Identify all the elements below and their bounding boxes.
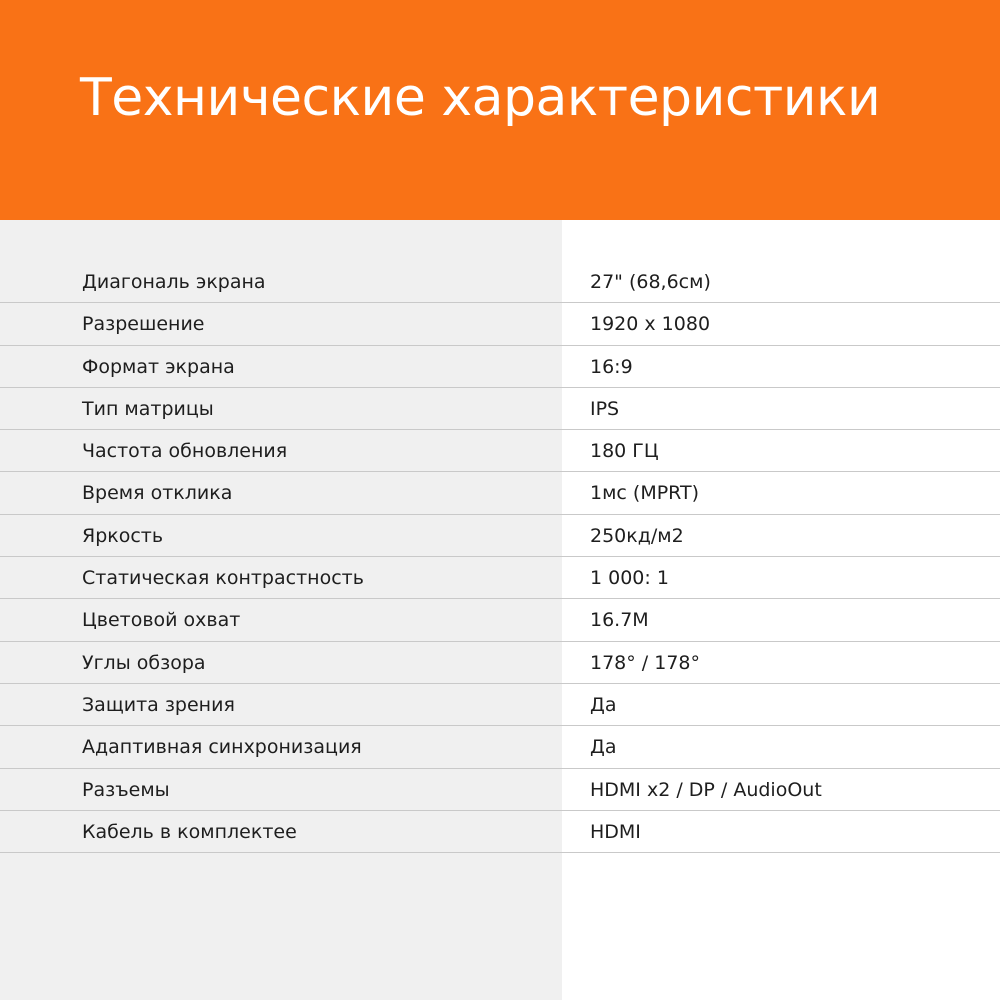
spec-value: 1920 x 1080 (590, 313, 711, 336)
spec-value: 178° / 178° (590, 651, 701, 674)
spec-row-adaptive-sync (0, 726, 1000, 768)
spec-row-response-time (0, 472, 1000, 514)
spec-label: Кабель в комплектее (82, 820, 297, 843)
spec-row-static-contrast (0, 557, 1000, 599)
spec-row-viewing-angles (0, 642, 1000, 684)
spec-value: 250кд/м2 (590, 524, 684, 547)
spec-label: Формат экрана (82, 355, 235, 378)
spec-row-resolution (0, 303, 1000, 345)
spec-row-color-gamut (0, 599, 1000, 641)
page-title: Технические характеристики (80, 68, 881, 128)
spec-label: Защита зрения (82, 693, 235, 716)
spec-label: Яркость (82, 524, 164, 547)
spec-value: 27" (68,6см) (590, 271, 711, 293)
spec-row-brightness (0, 515, 1000, 557)
spec-value: Да (590, 693, 617, 716)
spec-value: HDMI x2 / DP / AudioOut (590, 778, 822, 801)
spec-row-diagonal (0, 261, 1000, 303)
spec-label: Статическая контрастность (82, 567, 364, 590)
spec-label: Разъемы (82, 778, 170, 801)
spec-value: HDMI (590, 820, 641, 843)
spec-label: Цветовой охват (82, 609, 241, 632)
spec-label: Углы обзора (82, 651, 206, 674)
spec-row-eye-protection (0, 684, 1000, 726)
spec-value: 1 000: 1 (590, 567, 669, 590)
spec-label: Частота обновления (82, 440, 288, 463)
spec-value: 1мс (MPRT) (590, 482, 700, 505)
spec-row-refresh-rate (0, 430, 1000, 472)
spec-row-ports (0, 769, 1000, 811)
header-banner (0, 0, 1000, 220)
spec-value: 16.7M (590, 609, 649, 632)
spec-value: Да (590, 736, 617, 759)
spec-value: 180 ГЦ (590, 440, 659, 463)
spec-label: Диагональ экрана (82, 271, 266, 293)
spec-row-aspect-ratio (0, 346, 1000, 388)
spec-label: Адаптивная синхронизация (82, 736, 362, 759)
spec-row-matrix-type (0, 388, 1000, 430)
spec-value: 16:9 (590, 355, 633, 378)
spec-label: Тип матрицы (82, 397, 214, 420)
spec-value: IPS (590, 397, 620, 420)
spec-row-included-cable (0, 811, 1000, 853)
spec-label: Время отклика (82, 482, 233, 505)
spec-label: Разрешение (82, 313, 205, 336)
spec-table (0, 261, 1000, 853)
